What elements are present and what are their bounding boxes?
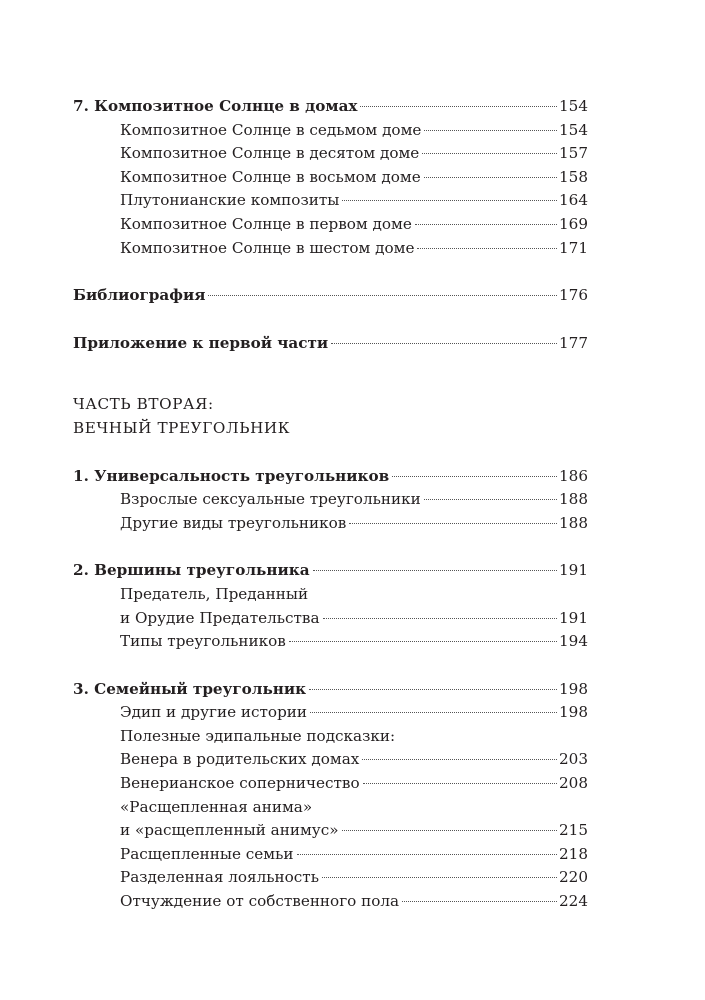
entry-title: Венерианское соперничество bbox=[120, 774, 360, 793]
page-number: 158 bbox=[559, 167, 588, 186]
toc-entry[interactable] bbox=[73, 772, 588, 796]
dot-leader bbox=[360, 106, 557, 107]
appendix-title: Приложение к первой части bbox=[73, 333, 329, 352]
entry-title: Расщепленные семьи bbox=[120, 844, 294, 863]
toc-entry[interactable] bbox=[73, 701, 588, 725]
spacer bbox=[73, 654, 588, 678]
toc-chapter[interactable] bbox=[73, 284, 588, 308]
bibliography-title: Библиография bbox=[73, 286, 206, 305]
dot-leader bbox=[322, 877, 557, 878]
entry-title: Композитное Солнце в первом доме bbox=[120, 214, 412, 233]
page-number: 164 bbox=[559, 191, 588, 210]
entry-title: Композитное Солнце в восьмом доме bbox=[120, 167, 421, 186]
page-number: 188 bbox=[559, 513, 588, 532]
entry-title: Плутонианские композиты bbox=[120, 191, 340, 210]
toc-entry-line bbox=[73, 796, 588, 820]
dot-leader bbox=[424, 130, 557, 131]
dot-leader bbox=[310, 712, 557, 713]
entry-title: Композитное Солнце в десятом доме bbox=[120, 144, 420, 163]
dot-leader bbox=[415, 224, 557, 225]
entry-title: Композитное Солнце в седьмом доме bbox=[120, 120, 422, 139]
page-number: 157 bbox=[559, 144, 588, 163]
toc-entry[interactable] bbox=[73, 237, 588, 261]
dot-leader bbox=[392, 476, 557, 477]
toc-entry[interactable] bbox=[73, 119, 588, 143]
page-number: 169 bbox=[559, 214, 588, 233]
toc-entry[interactable] bbox=[73, 748, 588, 772]
page-number: 177 bbox=[559, 333, 588, 352]
entry-title: Типы треугольников bbox=[120, 632, 286, 651]
toc-entry[interactable] bbox=[73, 213, 588, 237]
page-number: 220 bbox=[559, 868, 588, 887]
chapter-title: 3. Семейный треугольник bbox=[73, 679, 307, 698]
toc-chapter[interactable] bbox=[73, 678, 588, 702]
toc-chapter[interactable] bbox=[73, 465, 588, 489]
toc-entry[interactable] bbox=[73, 189, 588, 213]
dot-leader bbox=[424, 499, 557, 500]
toc-entry[interactable] bbox=[73, 819, 588, 843]
toc-entry[interactable] bbox=[73, 488, 588, 512]
dot-leader bbox=[424, 177, 557, 178]
spacer bbox=[73, 260, 588, 284]
entry-title: «Расщепленная анима» bbox=[120, 797, 313, 816]
spacer bbox=[73, 355, 588, 393]
page-number: 203 bbox=[559, 750, 588, 769]
page-number: 194 bbox=[559, 632, 588, 651]
entry-title: Взрослые сексуальные треугольники bbox=[120, 490, 421, 509]
toc-chapter[interactable] bbox=[73, 332, 588, 356]
page-number: 191 bbox=[559, 561, 588, 580]
toc-entry[interactable] bbox=[73, 607, 588, 631]
part-heading-line-1: ЧАСТЬ ВТОРАЯ: bbox=[73, 395, 214, 414]
entry-title: Другие виды треугольников bbox=[120, 513, 347, 532]
dot-leader bbox=[289, 641, 557, 642]
toc-chapter[interactable] bbox=[73, 95, 588, 119]
toc-entry-line bbox=[73, 583, 588, 607]
dot-leader bbox=[323, 618, 557, 619]
spacer bbox=[73, 535, 588, 559]
page-number: 224 bbox=[559, 892, 588, 911]
entry-title: Разделенная лояльность bbox=[120, 868, 319, 887]
page-number: 171 bbox=[559, 238, 588, 257]
page-number: 198 bbox=[559, 703, 588, 722]
spacer bbox=[73, 441, 588, 465]
toc-entry[interactable] bbox=[73, 512, 588, 536]
entry-title: Полезные эдипальные подсказки: bbox=[120, 726, 396, 745]
page-number: 188 bbox=[559, 490, 588, 509]
page-number: 218 bbox=[559, 844, 588, 863]
toc-entry[interactable] bbox=[73, 890, 588, 914]
toc-chapter[interactable] bbox=[73, 559, 588, 583]
dot-leader bbox=[349, 523, 557, 524]
toc-entry[interactable] bbox=[73, 843, 588, 867]
page-number: 215 bbox=[559, 821, 588, 840]
part-heading-line-2: ВЕЧНЫЙ ТРЕУГОЛЬНИК bbox=[73, 418, 291, 437]
dot-leader bbox=[362, 759, 557, 760]
chapter-title: 2. Вершины треугольника bbox=[73, 561, 310, 580]
toc-entry-line bbox=[73, 725, 588, 749]
dot-leader bbox=[342, 830, 557, 831]
dot-leader bbox=[313, 570, 557, 571]
dot-leader bbox=[309, 689, 557, 690]
page-number: 191 bbox=[559, 608, 588, 627]
page-number: 154 bbox=[559, 97, 588, 115]
entry-title: и «расщепленный анимус» bbox=[120, 821, 339, 840]
chapter-title: 7. Композитное Солнце в домах bbox=[73, 97, 358, 115]
page-number: 198 bbox=[559, 679, 588, 698]
page-number: 176 bbox=[559, 286, 588, 305]
entry-title: Предатель, Преданный bbox=[120, 584, 309, 603]
toc-entry[interactable] bbox=[73, 166, 588, 190]
dot-leader bbox=[342, 200, 557, 201]
dot-leader bbox=[402, 901, 557, 902]
entry-title: Отчуждение от собственного пола bbox=[120, 892, 400, 911]
spacer bbox=[73, 308, 588, 332]
entry-title: и Орудие Предательства bbox=[120, 608, 320, 627]
chapter-title: 1. Универсальность треугольников bbox=[73, 466, 390, 485]
part-heading bbox=[73, 393, 588, 440]
toc-entry[interactable] bbox=[73, 630, 588, 654]
dot-leader bbox=[208, 295, 557, 296]
toc-entry[interactable] bbox=[73, 866, 588, 890]
table-of-contents bbox=[73, 95, 588, 914]
dot-leader bbox=[297, 854, 558, 855]
page-number: 186 bbox=[559, 466, 588, 485]
entry-title: Эдип и другие истории bbox=[120, 703, 308, 722]
entry-title: Композитное Солнце в шестом доме bbox=[120, 238, 415, 257]
entry-title: Венера в родительских домах bbox=[120, 750, 360, 769]
dot-leader bbox=[417, 248, 557, 249]
toc-entry[interactable] bbox=[73, 142, 588, 166]
dot-leader bbox=[331, 343, 557, 344]
dot-leader bbox=[363, 783, 557, 784]
dot-leader bbox=[422, 153, 557, 154]
page-number: 154 bbox=[559, 120, 588, 139]
page-number: 208 bbox=[559, 774, 588, 793]
